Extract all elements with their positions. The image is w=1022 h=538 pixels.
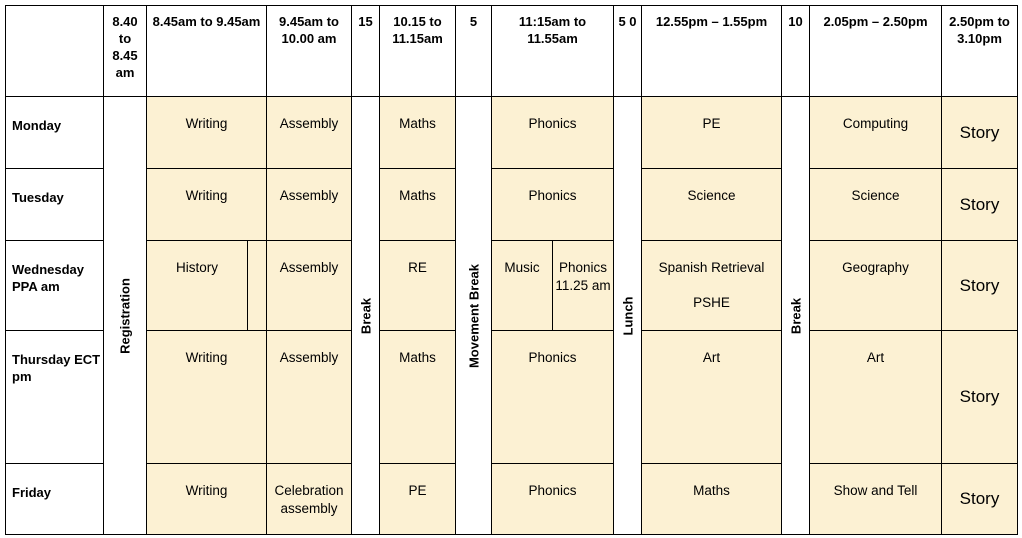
header-slot7: 2.50pm to 3.10pm xyxy=(942,6,1018,97)
school-timetable xyxy=(5,5,1018,535)
header-break1-minutes: 15 xyxy=(352,6,380,97)
lesson-cell xyxy=(492,241,614,331)
story-cell: Story xyxy=(942,241,1018,331)
story-cell: Story xyxy=(942,97,1018,169)
row-tuesday xyxy=(6,169,1018,241)
lesson-cell: Maths xyxy=(642,464,782,535)
lesson-cell: Assembly xyxy=(267,331,352,464)
lesson-pshe: PSHE xyxy=(693,295,730,310)
day-label: Monday xyxy=(6,97,104,169)
lesson-empty xyxy=(248,241,266,330)
lesson-cell: RE xyxy=(380,241,456,331)
lunch-label: Lunch xyxy=(620,296,635,335)
header-movement-minutes: 5 xyxy=(456,6,492,97)
story-cell: Story xyxy=(942,464,1018,535)
lesson-cell: Phonics xyxy=(492,169,614,241)
lunch-column xyxy=(614,97,642,535)
lesson-cell: Writing xyxy=(147,169,267,241)
day-label: Tuesday xyxy=(6,169,104,241)
movement-break-label: Movement Break xyxy=(466,263,481,368)
header-day xyxy=(6,6,104,97)
story-cell: Story xyxy=(942,331,1018,464)
day-label: Thursday ECT pm xyxy=(6,331,104,464)
lesson-cell: Assembly xyxy=(267,169,352,241)
lesson-cell: Art xyxy=(810,331,942,464)
break1-column xyxy=(352,97,380,535)
lesson-cell: Show and Tell xyxy=(810,464,942,535)
lesson-cell: Writing xyxy=(147,464,267,535)
lesson-cell: Science xyxy=(642,169,782,241)
lesson-cell: PE xyxy=(380,464,456,535)
lesson-cell: Phonics xyxy=(492,97,614,169)
lesson-cell: Phonics xyxy=(492,331,614,464)
break1-label: Break xyxy=(358,297,373,334)
registration-column xyxy=(104,97,147,535)
lesson-music: Music xyxy=(492,241,553,330)
lesson-cell: PE xyxy=(642,97,782,169)
row-monday xyxy=(6,97,1018,169)
lesson-cell: Assembly xyxy=(267,97,352,169)
break2-label: Break xyxy=(788,297,803,334)
lesson-cell: Assembly xyxy=(267,241,352,331)
lesson-cell: Writing xyxy=(147,331,267,464)
lesson-cell: Art xyxy=(642,331,782,464)
day-label: Wednesday PPA am xyxy=(6,241,104,331)
lesson-cell: Science xyxy=(810,169,942,241)
lesson-phonics: Phonics 11.25 am xyxy=(555,260,611,293)
header-lunch-minutes: 5 0 xyxy=(614,6,642,97)
header-slot5: 12.55pm – 1.55pm xyxy=(642,6,782,97)
header-row xyxy=(6,6,1018,97)
header-slot3: 10.15 to 11.15am xyxy=(380,6,456,97)
lesson-cell xyxy=(147,241,267,331)
header-slot2: 9.45am to 10.00 am xyxy=(267,6,352,97)
lesson-cell: Phonics xyxy=(492,464,614,535)
registration-label: Registration xyxy=(117,277,133,354)
lesson-cell: Maths xyxy=(380,169,456,241)
header-slot4: 11:15am to 11.55am xyxy=(492,6,614,97)
lesson-cell: Writing xyxy=(147,97,267,169)
lesson-cell: Maths xyxy=(380,97,456,169)
lesson-cell: Computing xyxy=(810,97,942,169)
lesson-history: History xyxy=(147,241,248,330)
header-slot6: 2.05pm – 2.50pm xyxy=(810,6,942,97)
lesson-spanish: Spanish Retrieval xyxy=(658,260,765,275)
row-thursday xyxy=(6,331,1018,464)
row-wednesday xyxy=(6,241,1018,331)
day-label: Friday xyxy=(6,464,104,535)
lesson-cell: Geography xyxy=(810,241,942,331)
lesson-cell: Celebration assembly xyxy=(267,464,352,535)
row-friday xyxy=(6,464,1018,535)
lesson-cell: Maths xyxy=(380,331,456,464)
lesson-cell xyxy=(642,241,782,331)
story-cell: Story xyxy=(942,169,1018,241)
header-registration-time: 8.40 to 8.45 am xyxy=(104,6,147,97)
header-slot1: 8.45am to 9.45am xyxy=(147,6,267,97)
movement-break-column xyxy=(456,97,492,535)
header-break2-minutes: 10 xyxy=(782,6,810,97)
break2-column xyxy=(782,97,810,535)
